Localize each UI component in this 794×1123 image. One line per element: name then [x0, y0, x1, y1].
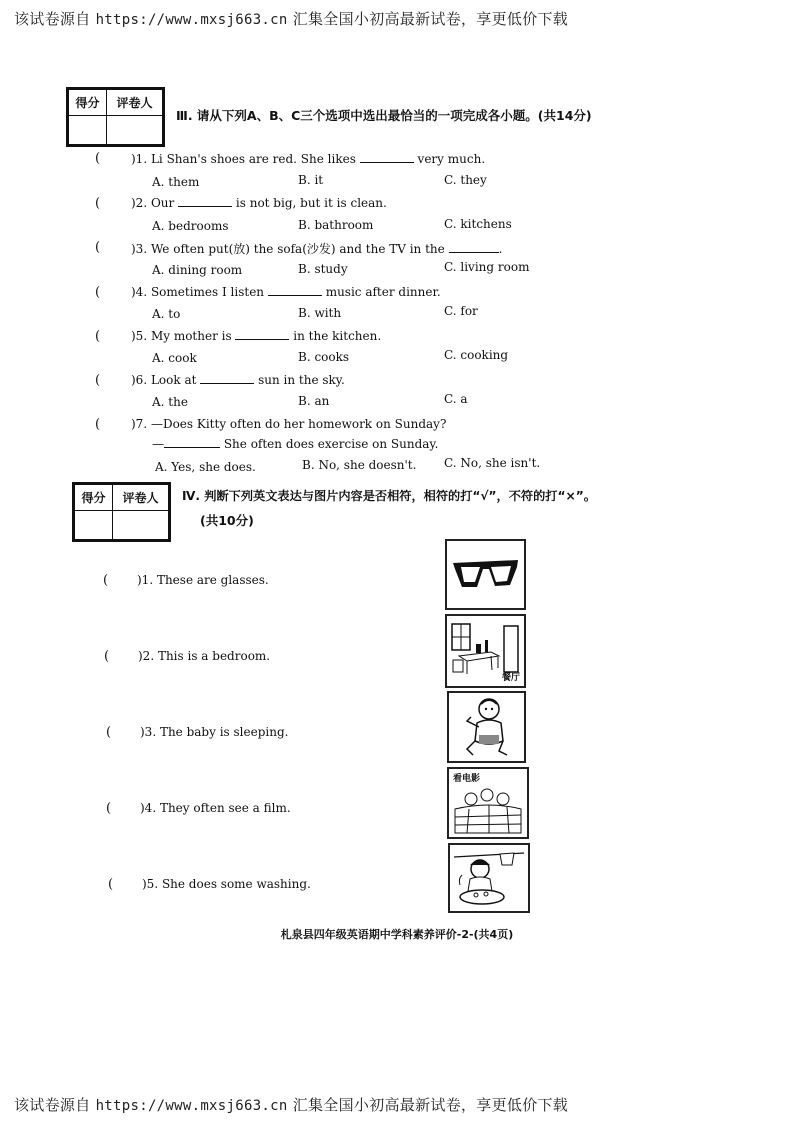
judge-item-2: )2. This is a bedroom.: [138, 649, 271, 663]
banner-suffix: 汇集全国小初高最新试卷，享更低价下载: [287, 1096, 569, 1114]
grader-label: 评卷人: [106, 90, 162, 116]
q3-stem: )3. We often put(放) the sofa(沙发) and the TV in the: [131, 242, 445, 256]
q1-stem-end: very much.: [417, 152, 486, 166]
question-7: [131, 417, 446, 431]
picture-caption: 餐厅: [501, 673, 520, 683]
q7-option-c[interactable]: C. No, she isn't.: [444, 456, 541, 470]
q2-stem: )2. Our: [131, 196, 175, 210]
score-cell[interactable]: [75, 511, 113, 540]
q3-option-b[interactable]: B. study: [298, 262, 348, 276]
source-banner-bottom: [14, 1094, 568, 1115]
q5-stem-end: in the kitchen.: [293, 329, 382, 343]
q1-option-a[interactable]: A. them: [152, 175, 200, 189]
answer-paren[interactable]: (: [95, 329, 101, 344]
q6-stem: )6. Look at: [131, 373, 197, 387]
answer-paren[interactable]: (: [95, 285, 101, 300]
answer-paren[interactable]: (: [108, 877, 114, 892]
washing-icon: [450, 845, 528, 911]
q2-option-c[interactable]: C. kitchens: [444, 217, 512, 231]
q6-blank[interactable]: [200, 383, 254, 384]
banner-prefix: 该试卷源自: [14, 10, 96, 28]
score-cell[interactable]: [69, 116, 107, 145]
answer-paren[interactable]: (: [95, 196, 101, 211]
page-footer: 札泉县四年级英语期中学科素养评价-2-(共4页): [280, 928, 514, 941]
answer-paren[interactable]: (: [95, 151, 101, 166]
judge-item-5: )5. She does some washing.: [142, 877, 311, 891]
dining-room-picture: [445, 614, 526, 688]
grader-label: 评卷人: [112, 485, 168, 511]
q6-option-b[interactable]: B. an: [298, 394, 330, 408]
judge-item-4: )4. They often see a film.: [140, 801, 291, 815]
banner-prefix: 该试卷源自: [14, 1096, 96, 1114]
picture-caption: 看电影: [453, 774, 481, 784]
q4-blank[interactable]: [268, 295, 322, 296]
q2-option-a[interactable]: A. bedrooms: [152, 219, 229, 233]
section4-title: Ⅳ. 判断下列英文表达与图片内容是否相符，相符的打“√”，不符的打“×”。: [182, 489, 596, 503]
banner-suffix: 汇集全国小初高最新试卷，享更低价下载: [287, 10, 569, 28]
score-label: 得分: [75, 485, 113, 511]
glasses-icon: [447, 541, 524, 608]
question-5: [131, 329, 381, 343]
q1-option-b[interactable]: B. it: [298, 173, 324, 187]
q5-option-a[interactable]: A. cook: [152, 351, 197, 365]
score-label: 得分: [69, 90, 107, 116]
q4-option-c[interactable]: C. for: [444, 304, 478, 318]
judge-item-1: )1. These are glasses.: [137, 573, 269, 587]
question-6: [131, 373, 345, 387]
section4-title-points: (共10分): [200, 513, 254, 528]
washing-picture: [448, 843, 530, 913]
answer-paren[interactable]: (: [95, 373, 101, 388]
q6-stem-end: sun in the sky.: [258, 373, 345, 387]
q2-option-b[interactable]: B. bathroom: [298, 218, 374, 232]
q4-option-b[interactable]: B. with: [298, 306, 342, 320]
question-2: [131, 196, 387, 210]
grader-cell[interactable]: [106, 116, 162, 145]
q6-option-c[interactable]: C. a: [444, 392, 468, 406]
q2-stem-end: is not big, but it is clean.: [235, 196, 387, 210]
q4-stem: )4. Sometimes I listen: [131, 285, 265, 299]
grader-cell[interactable]: [112, 511, 168, 540]
q6-option-a[interactable]: A. the: [152, 395, 188, 409]
score-box-section4: [72, 482, 171, 542]
score-box-section3: [66, 87, 165, 147]
banner-url[interactable]: https://www.mxsj663.cn: [95, 12, 288, 28]
q7-blank[interactable]: [164, 447, 220, 448]
baby-icon: [449, 693, 524, 761]
q1-blank[interactable]: [360, 162, 414, 163]
q4-option-a[interactable]: A. to: [152, 307, 181, 321]
answer-paren[interactable]: (: [95, 417, 101, 432]
q5-option-b[interactable]: B. cooks: [298, 350, 350, 364]
answer-paren[interactable]: (: [106, 801, 112, 816]
answer-paren[interactable]: (: [95, 240, 101, 255]
answer-paren[interactable]: (: [103, 573, 109, 588]
q7-option-b[interactable]: B. No, she doesn't.: [302, 458, 417, 472]
q7-option-a[interactable]: A. Yes, she does.: [155, 460, 256, 474]
q1-stem: )1. Li Shan's shoes are red. She likes: [131, 152, 356, 166]
question-4: [131, 285, 441, 299]
baby-picture: [447, 691, 526, 763]
glasses-picture: [445, 539, 526, 610]
q1-option-c[interactable]: C. they: [444, 173, 487, 187]
q3-stem-end: .: [498, 242, 503, 256]
film-picture: [447, 767, 529, 839]
q4-stem-end: music after dinner.: [325, 285, 441, 299]
question-7-line2: [152, 437, 438, 451]
q7-stem: )7. —Does Kitty often do her homework on Sunday?: [131, 417, 447, 431]
section3-title: Ⅲ. 请从下列A、B、C三个选项中选出最恰当的一项完成各小题。(共14分): [176, 108, 592, 123]
question-1: [131, 152, 485, 166]
q3-blank[interactable]: [449, 252, 499, 253]
question-3: [131, 240, 502, 257]
q3-option-a[interactable]: A. dining room: [152, 263, 243, 277]
q5-blank[interactable]: [235, 339, 289, 340]
q7-dash: —: [152, 437, 164, 451]
q3-option-c[interactable]: C. living room: [444, 260, 530, 274]
q5-option-c[interactable]: C. cooking: [444, 348, 509, 362]
q2-blank[interactable]: [178, 206, 232, 207]
source-banner-top: [14, 8, 568, 29]
judge-item-3: )3. The baby is sleeping.: [140, 725, 289, 739]
q7-answer-line: She often does exercise on Sunday.: [223, 437, 439, 451]
answer-paren[interactable]: (: [104, 649, 110, 664]
banner-url[interactable]: https://www.mxsj663.cn: [95, 1098, 288, 1114]
answer-paren[interactable]: (: [106, 725, 112, 740]
q5-stem: )5. My mother is: [131, 329, 232, 343]
